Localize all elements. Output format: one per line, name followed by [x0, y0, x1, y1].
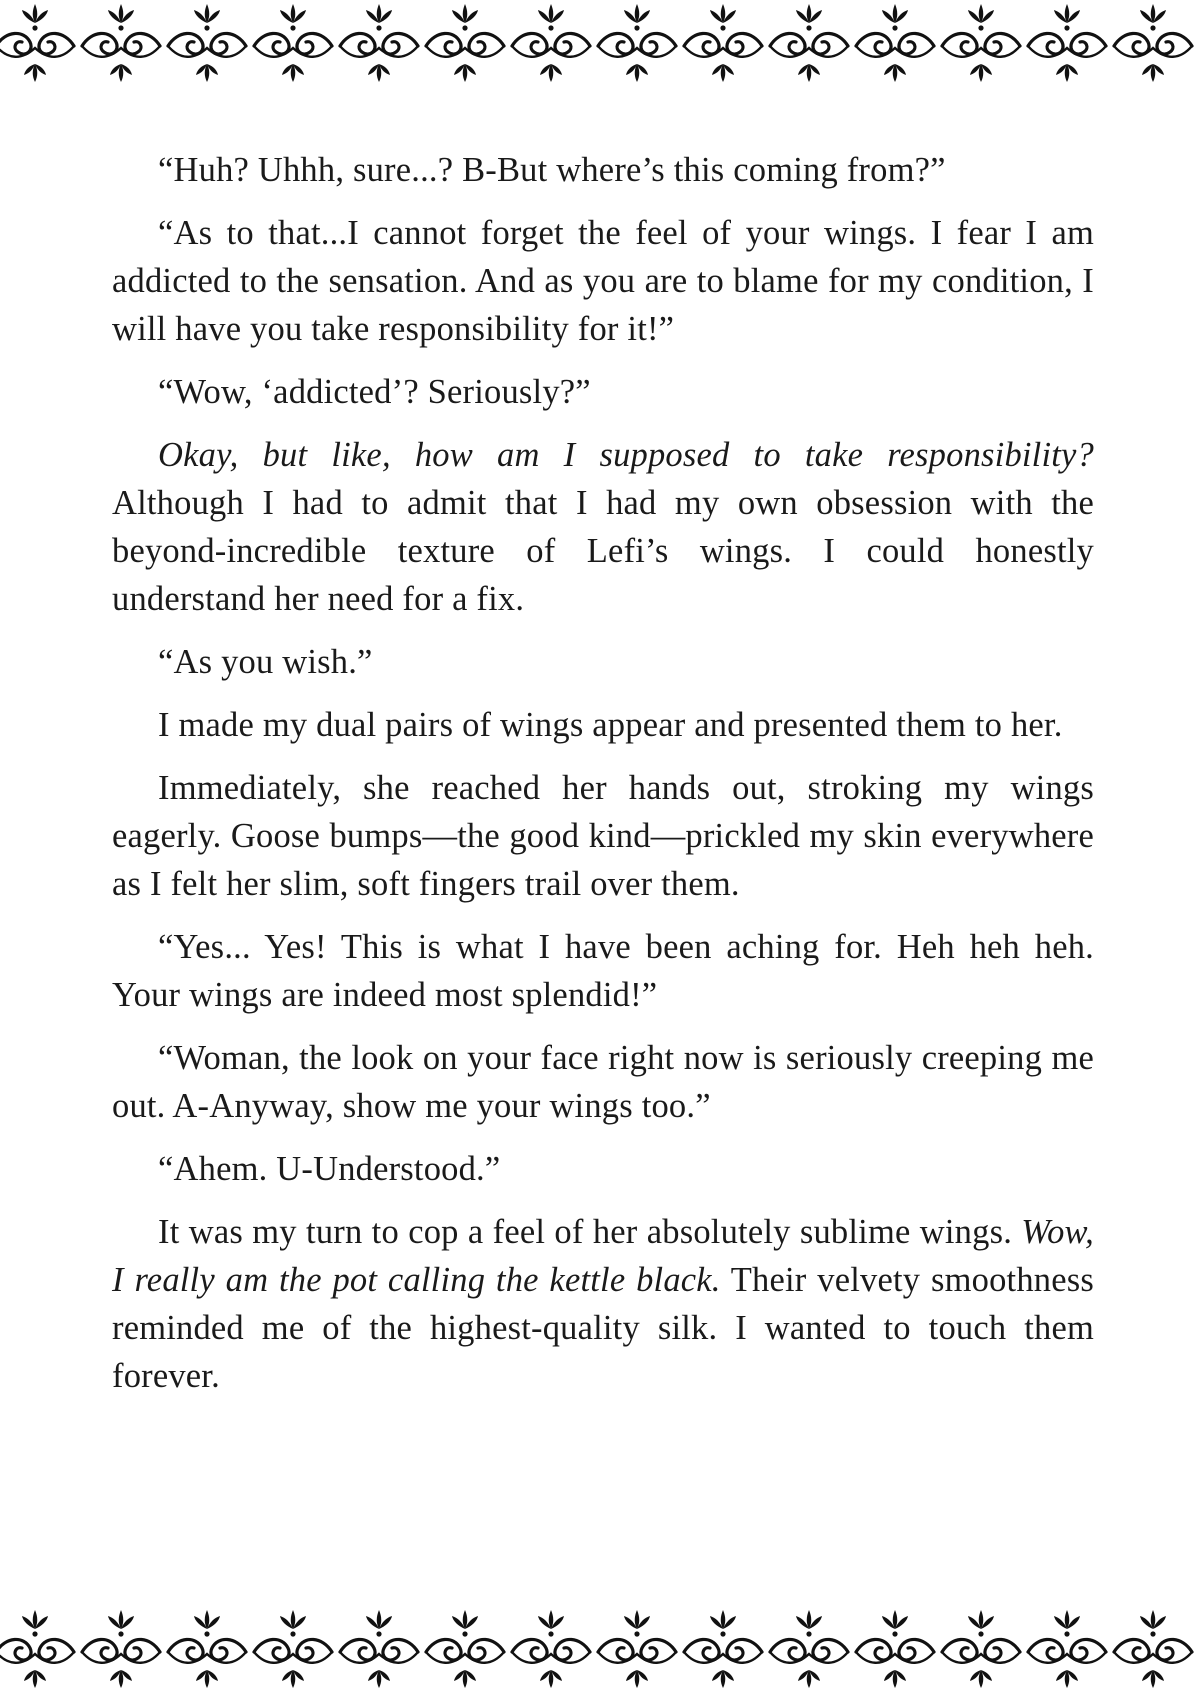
paragraph — [112, 1208, 1094, 1400]
paragraph: “Woman, the look on your face right now is seriously creeping me out. A-Anyway, show me your wings too.” — [112, 1039, 1094, 1125]
paragraph — [112, 431, 1094, 623]
floral-scroll-icon — [0, 1606, 1200, 1706]
italic-thought: Wow, I really am the pot calling the kettle black. — [112, 1213, 1094, 1299]
paragraph: “Ahem. U-Understood.” — [158, 1150, 501, 1188]
paragraph-text: Although I had to admit that I had my own obsession with the beyond-incredible texture of Lefi’s wings. I could honestly understand her need for a fix. — [112, 484, 1094, 618]
page-body-text — [112, 146, 1094, 1415]
paragraph: “As you wish.” — [158, 643, 373, 681]
paragraph: “Huh? Uhhh, sure...? B-But where’s this coming from?” — [158, 151, 946, 189]
top-ornament-border — [0, 0, 1200, 100]
paragraph: “Wow, ‘addicted’? Seriously?” — [158, 373, 591, 411]
paragraph-text: It was my turn to cop a feel of her absolutely sublime wings. — [158, 1213, 1022, 1251]
paragraph: “As to that...I cannot forget the feel of your wings. I fear I am addicted to the sensation. And as you are to blame for my condition, I will have you take responsibility for it!” — [112, 214, 1094, 348]
paragraph: I made my dual pairs of wings appear and presented them to her. — [158, 706, 1063, 744]
italic-thought: Okay, but like, how am I supposed to take responsibility? — [158, 436, 1094, 474]
floral-scroll-icon — [0, 0, 1200, 100]
paragraph-text: Their velvety smoothness reminded me of the highest-quality silk. I wanted to touch them forever. — [112, 1261, 1094, 1395]
bottom-ornament-border — [0, 1606, 1200, 1706]
paragraph: Immediately, she reached her hands out, stroking my wings eagerly. Goose bumps—the good kind—prickled my skin everywhere as I felt her slim, soft fingers trail over them. — [112, 769, 1094, 903]
paragraph: “Yes... Yes! This is what I have been aching for. Heh heh heh. Your wings are indeed most splendid!” — [112, 928, 1094, 1014]
